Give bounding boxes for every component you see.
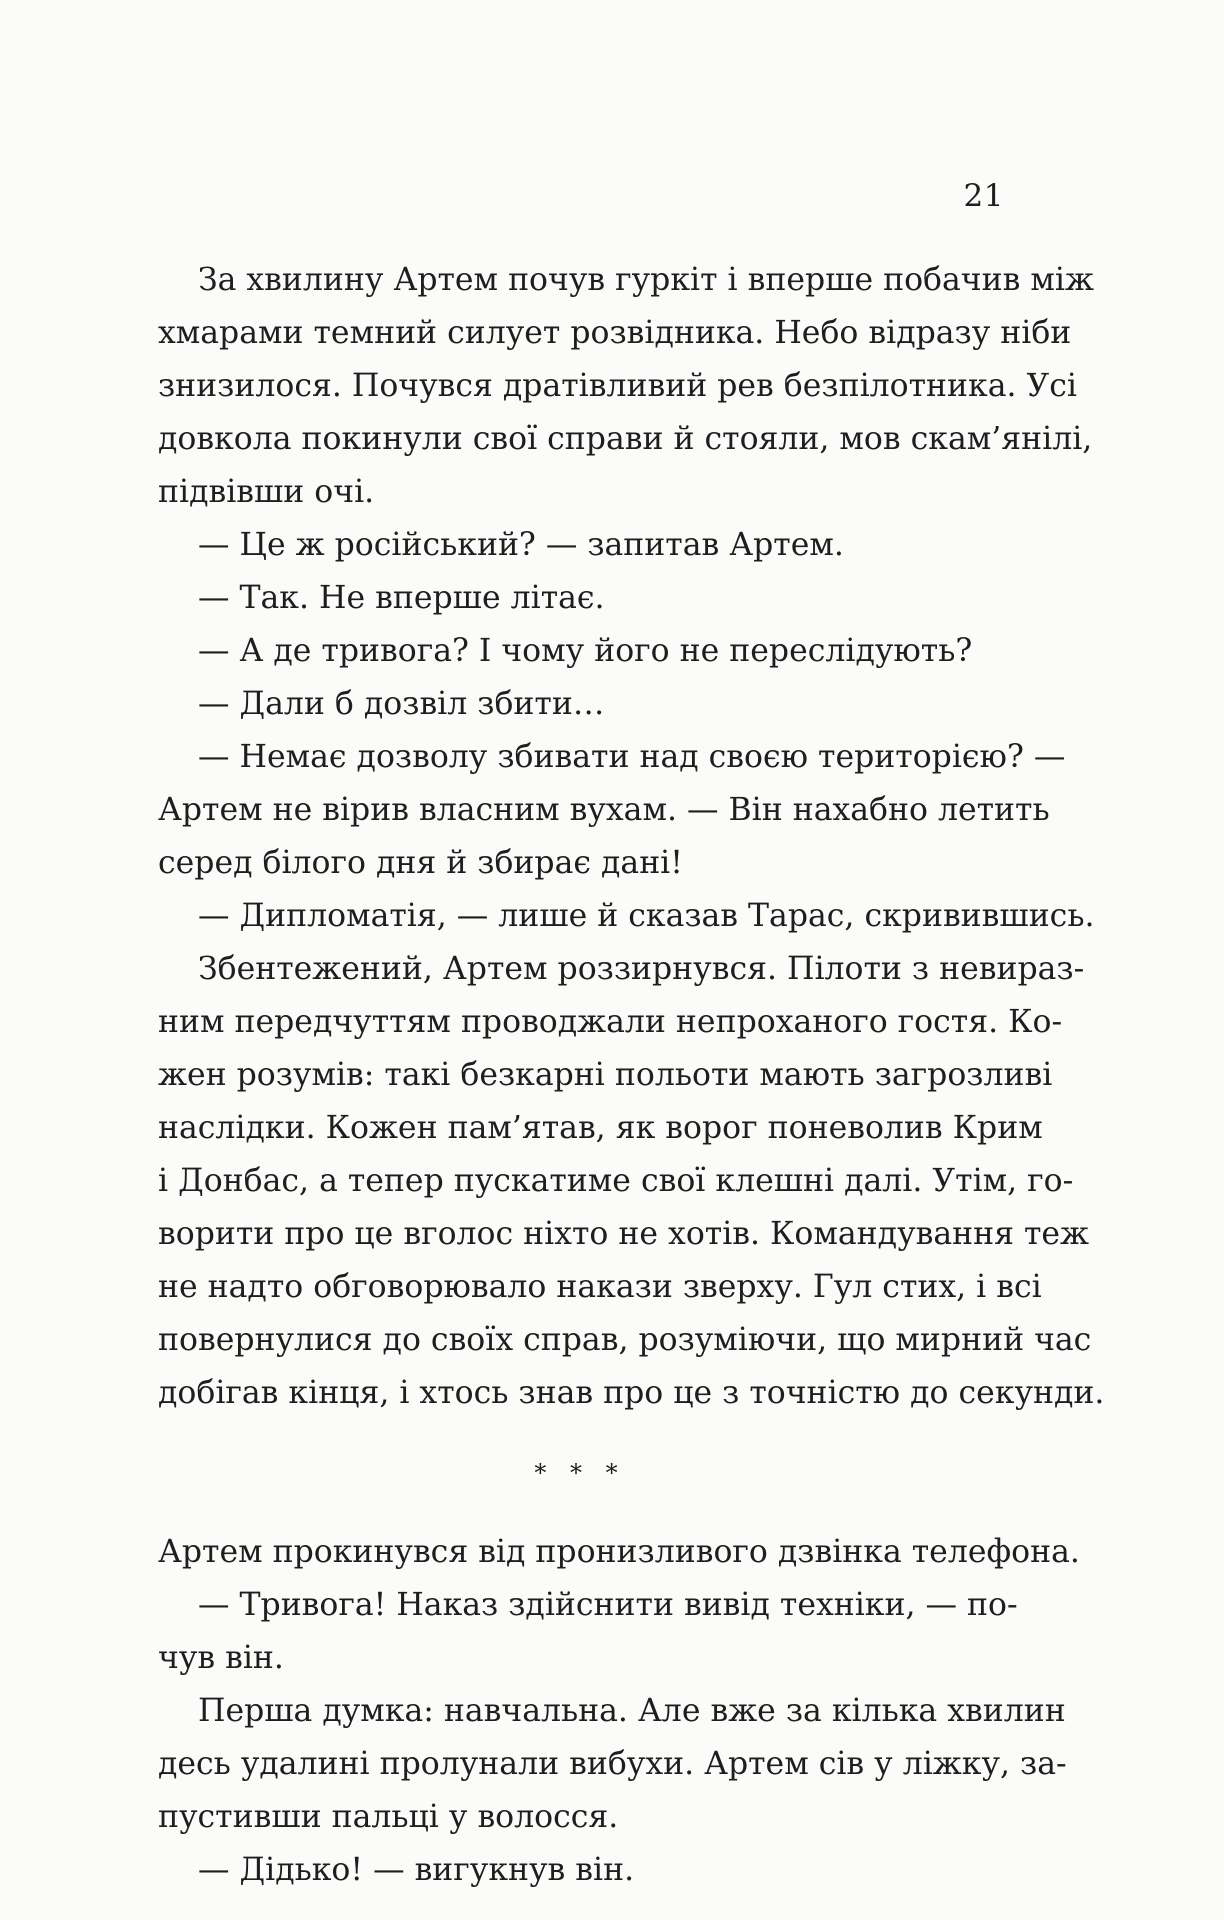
text-line: десь удалині пролунали вибухи. Артем сів у ліжку, за- [158, 1746, 1067, 1782]
text-line: і Донбас, а тепер пускатиме свої клешні далі. Утім, го- [158, 1163, 1074, 1199]
text-line: серед білого дня й збирає дані! [158, 845, 683, 881]
text-line: жен розумів: такі безкарні польоти мають загрозливі [158, 1057, 1053, 1093]
dialogue-line [158, 678, 1002, 731]
text-line: підвівши очі. [158, 474, 375, 510]
text-line: Перша думка: навчальна. Але вже за кілька хвилин [198, 1693, 1066, 1729]
text-line: — Дали б дозвіл збити… [198, 686, 605, 722]
text-line: — Це ж російський? — запитав Артем. [198, 527, 844, 563]
text-line: Збентежений, Артем роззирнувся. Пілоти з невираз- [198, 951, 1085, 987]
paragraph [158, 254, 1094, 519]
paragraph [158, 943, 1105, 1420]
text-line: наслідки. Кожен пам’ятав, як ворог поневолив Крим [158, 1110, 1043, 1146]
text-line: За хвилину Артем почув гуркіт і вперше побачив між [198, 262, 1094, 298]
dialogue-line [158, 625, 1002, 678]
paragraph [158, 1526, 1080, 1579]
dialogue-line [158, 731, 1066, 890]
text-line: ним передчуттям проводжали непроханого гостя. Ко- [158, 1004, 1063, 1040]
text-line: — Тривога! Наказ здійснити вивід техніки, — по- [198, 1587, 1018, 1623]
text-line: ворити про це вголос ніхто не хотів. Командування теж [158, 1216, 1090, 1252]
dialogue-line [158, 519, 1002, 572]
text-line: — Немає дозволу збивати над своєю територією? — [198, 739, 1066, 775]
dialogue-line [158, 1579, 1018, 1685]
text-line: Артем не вірив власним вухам. — Він нахабно летить [158, 792, 1050, 828]
text-line: не надто обговорювало накази зверху. Гул стих, і всі [158, 1269, 1042, 1305]
paragraph [158, 1685, 1067, 1844]
text-line: — А де тривога? І чому його не переслідують? [198, 633, 973, 669]
text-line: довкола покинули свої справи й стояли, мов скам’янілі, [158, 421, 1093, 457]
section-separator: * * * [534, 1459, 626, 1487]
dialogue-line [158, 890, 1095, 943]
text-line: — Так. Не вперше літає. [198, 580, 605, 616]
text-line: повернулися до своїх справ, розуміючи, що мирний час [158, 1322, 1092, 1358]
text-line: — Дипломатія, — лише й сказав Тарас, скривившись. [198, 898, 1095, 934]
text-line: — Дідько! — вигукнув він. [198, 1852, 635, 1888]
text-line: Артем прокинувся від пронизливого дзвінка телефона. [158, 1534, 1080, 1570]
dialogue-line [158, 572, 1002, 625]
text-line: чув він. [158, 1640, 284, 1676]
text-line: пустивши пальці у волосся. [158, 1799, 619, 1835]
text-line: знизилося. Почувся дратівливий рев безпілотника. Усі [158, 368, 1078, 404]
text-line: добігав кінця, і хтось знав про це з точністю до секунди. [158, 1375, 1105, 1411]
text-line: хмарами темний силует розвідника. Небо відразу ніби [158, 315, 1072, 351]
dialogue-line [158, 1844, 1002, 1897]
page-number: 21 [963, 178, 1004, 214]
body-text [158, 254, 1105, 1897]
